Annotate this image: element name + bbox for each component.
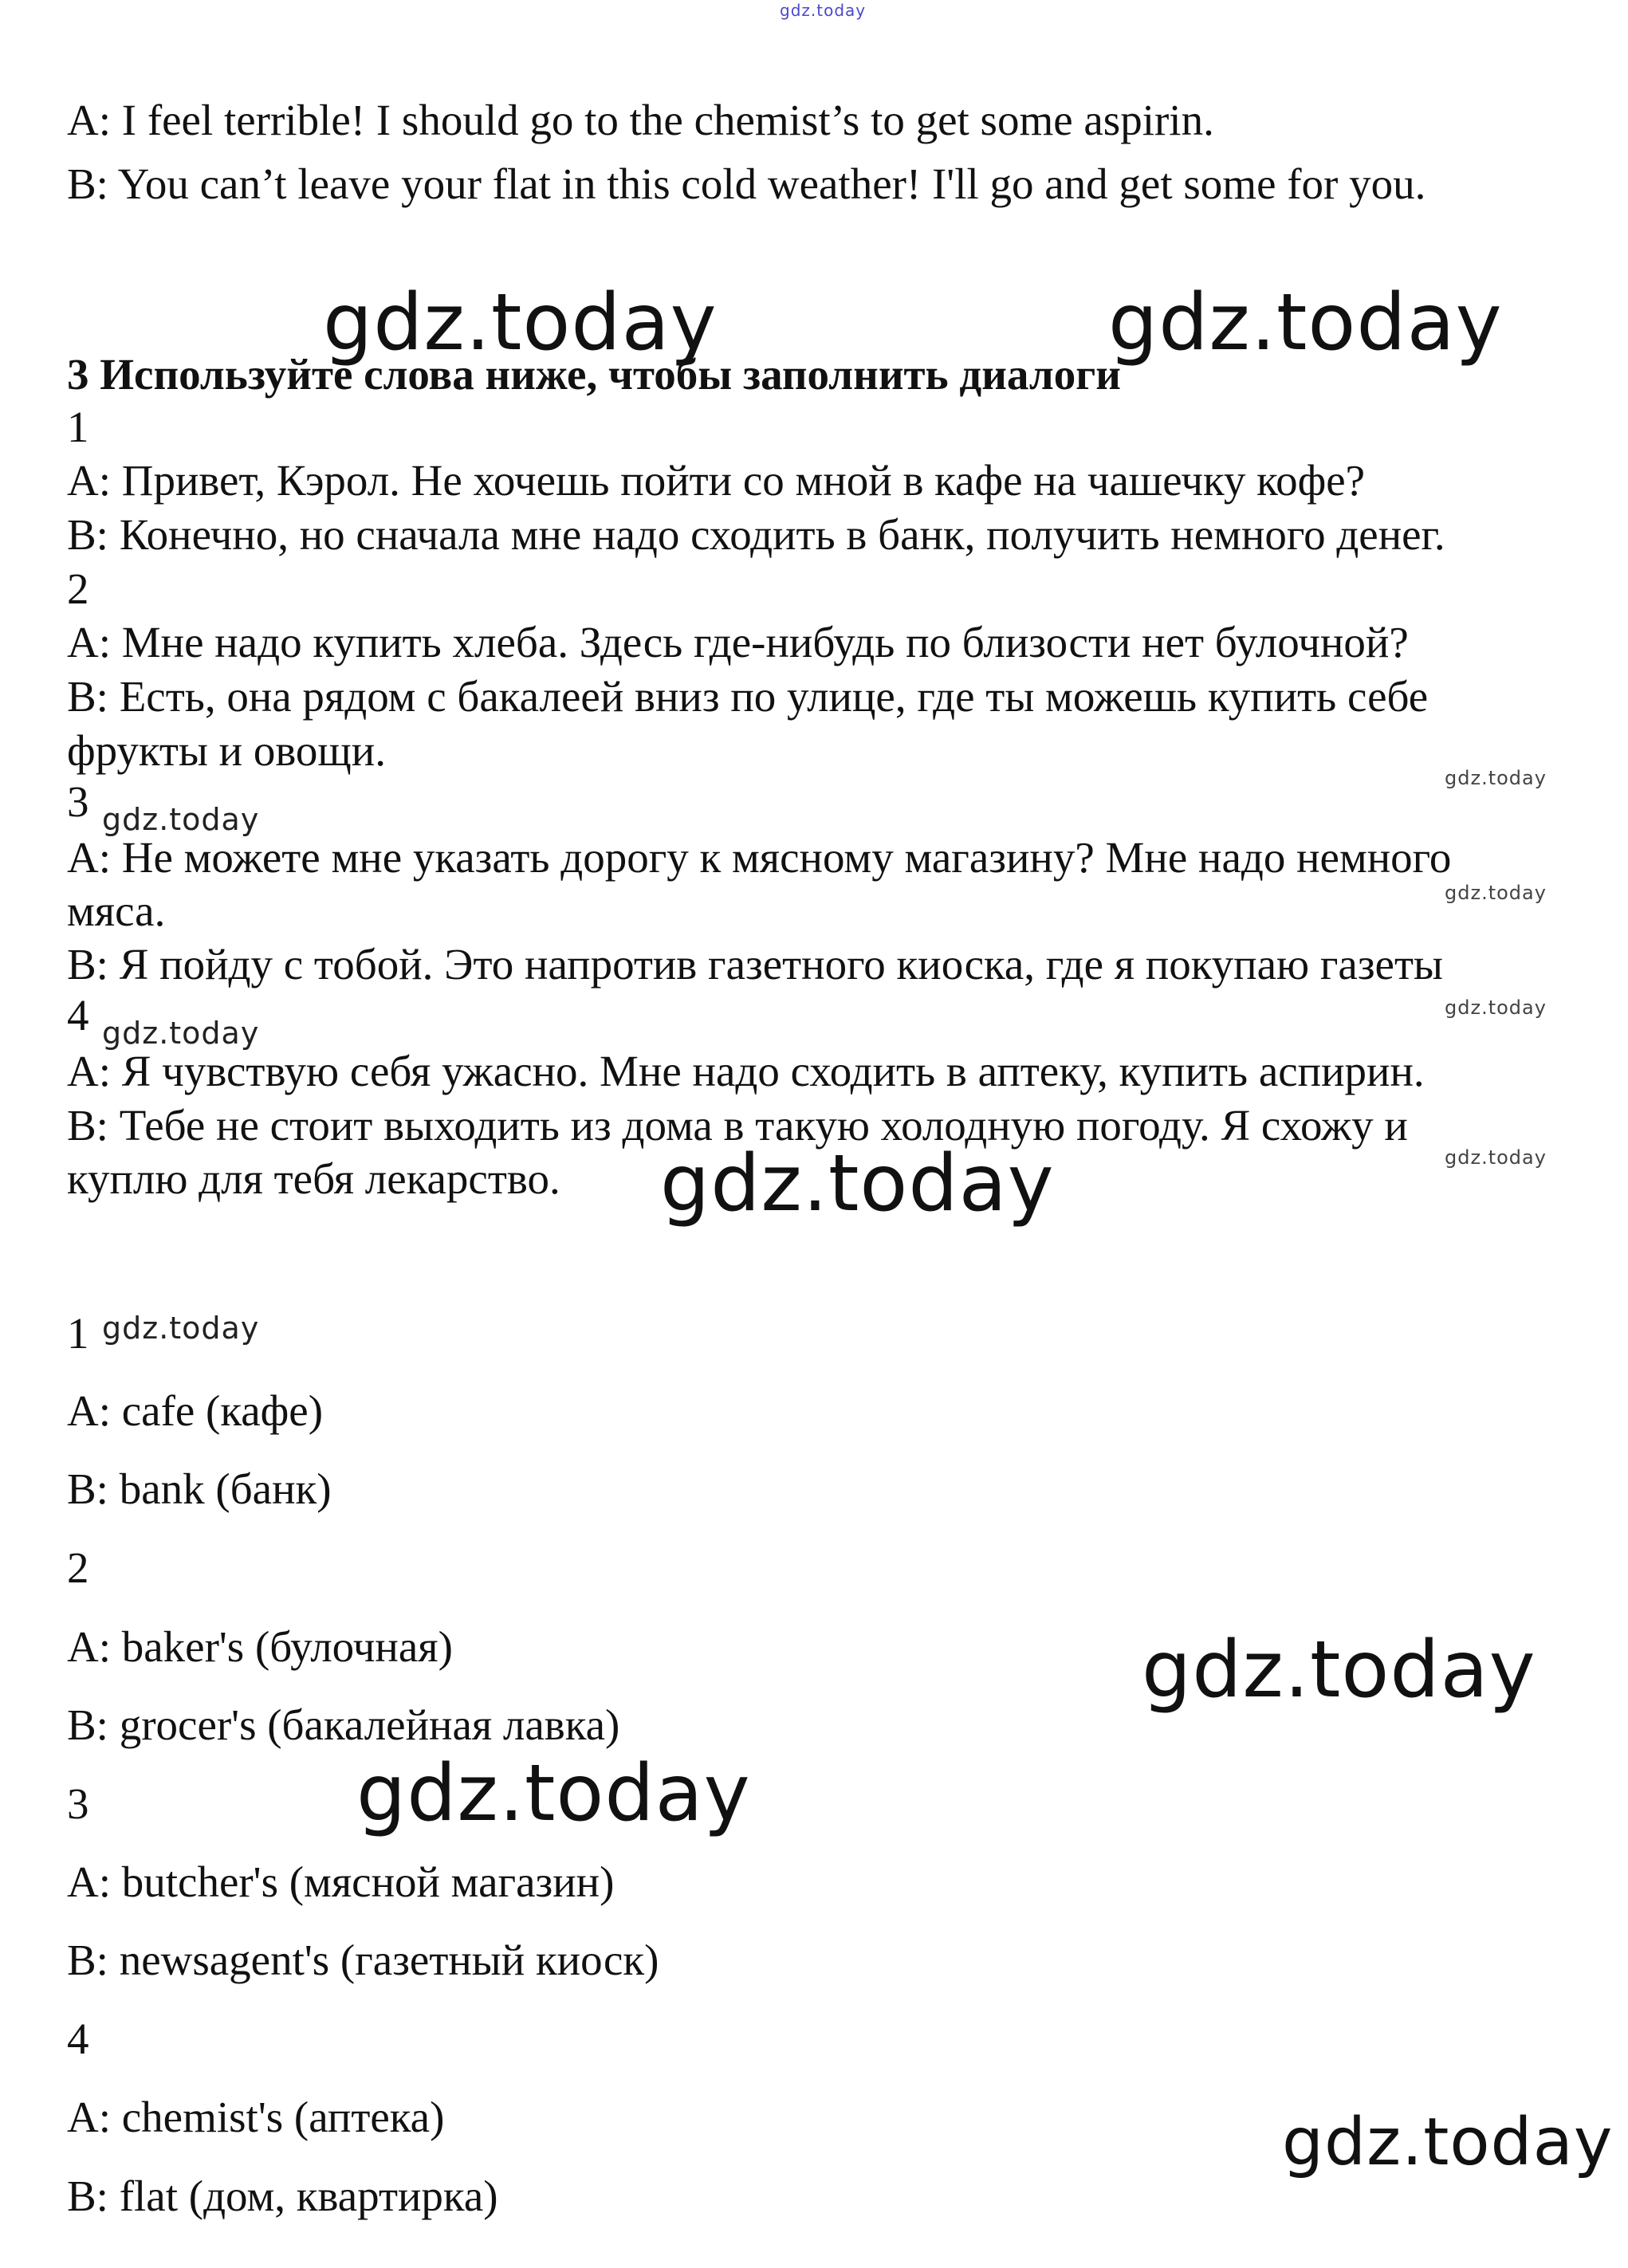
dialogue-line: куплю для тебя лекарство. [67,1154,560,1203]
watermark: gdz.today [102,1016,260,1051]
dialogue-number: 3 [67,777,89,826]
dialogue-line: A: Мне надо купить хлеба. Здесь где-нибудь по близости нет булочной? [67,618,1409,666]
watermark: gdz.today [102,1311,260,1346]
answer-line: B: flat (дом, квартирка) [67,2172,498,2220]
answer-number: 4 [67,2014,89,2063]
dialogue-number: 1 [67,403,89,451]
watermark: gdz.today [1142,1625,1536,1716]
watermark: gdz.today [1445,1146,1547,1169]
answer-line: B: newsagent's (газетный киоск) [67,1936,659,1984]
answer-number: 3 [67,1779,89,1828]
answer-line: B: grocer's (бакалейная лавка) [67,1700,620,1749]
watermark: gdz.today [102,802,260,837]
dialogue-line: A: Не можете мне указать дорогу к мясному магазину? Мне надо немного [67,833,1452,882]
answer-line: B: bank (банк) [67,1464,332,1513]
answer-line: A: chemist's (аптека) [67,2093,445,2141]
dialogue-line: A: Привет, Кэрол. Не хочешь пойти со мной в кафе на чашечку кофе? [67,456,1366,505]
dialogue-line: B: Конечно, но сначала мне надо сходить в банк, получить немного денег. [67,510,1445,559]
watermark: gdz.today [1445,996,1547,1019]
watermark: gdz.today [1445,882,1547,904]
top-watermark: gdz.today [780,1,867,20]
watermark: gdz.today [1282,2105,1614,2180]
dialogue-line: B: Тебе не стоит выходить из дома в такую холодную погоду. Я схожу и [67,1101,1408,1150]
watermark: gdz.today [1445,767,1547,789]
task-title: 3 Используйте слова ниже, чтобы заполнить диалоги [67,350,1121,399]
dialogue-line: B: Я пойду с тобой. Это напротив газетного киоска, где я покупаю газеты [67,940,1443,989]
dialogue-number: 4 [67,991,89,1040]
watermark: gdz.today [323,277,718,368]
answer-number: 1 [67,1309,89,1358]
answer-line: A: cafe (кафе) [67,1386,324,1435]
answer-line: A: butcher's (мясной магазин) [67,1857,615,1906]
dialogue-number: 2 [67,564,89,613]
watermark: gdz.today [660,1138,1055,1229]
dialogue-line: A: Я чувствую себя ужасно. Мне надо сходить в аптеку, купить аспирин. [67,1047,1425,1095]
dialogue-line: фрукты и овощи. [67,726,386,775]
answer-number: 2 [67,1543,89,1592]
watermark: gdz.today [356,1748,751,1839]
watermark: gdz.today [1108,277,1503,368]
dialogue-line: B: Есть, она рядом с бакалеей вниз по улице, где ты можешь купить себе [67,672,1429,721]
answer-line: A: baker's (булочная) [67,1622,453,1671]
intro-line-b: B: You can’t leave your flat in this cold weather! I'll go and get some for you. [67,159,1426,208]
dialogue-line: мяса. [67,886,166,935]
intro-line-a: A: I feel terrible! I should go to the chemist’s to get some aspirin. [67,96,1214,144]
